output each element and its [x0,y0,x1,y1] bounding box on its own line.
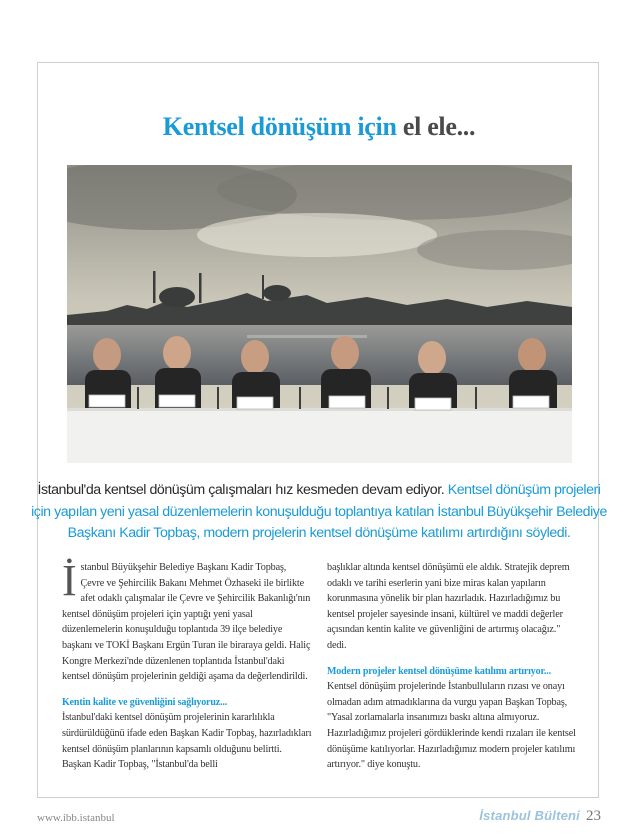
left-subheading: Kentin kalite ve güvenliğini sağlıyoruz... [62,696,228,708]
headline-blue: Kentsel dönüşüm için [162,112,397,141]
left-paragraph-1 [62,556,312,685]
right-column [327,560,577,773]
right-paragraph-1: başlıklar altında kentsel dönüşümü ele aldık. Stratejik deprem odaklı ve tarihi eserlerin yani bize miras kalan yapıların korunmasına yönelik bir plan hazırladık. Hazırladığımız bu kentsel projeler sayesinde insani, kültürel ve maddi değerler açısından kentin kalite ve güvenliğini de artırmış olacağız." dedi. [327,562,570,651]
lead-blue-text: Kentsel dönüşüm projeleri için yapılan yeni yasal düzenlemelerin konuşulduğu toplantıya katılan İstanbul Büyükşehir Belediye Başkanı Kadir Topbaş, modern projelerin kentsel dönüşüme katılımı artırdığını söyledi. [31,482,607,541]
article-headline [0,112,638,142]
left-column [62,556,312,773]
press-conference-photo [67,165,572,463]
page-number: 23 [586,808,601,824]
right-subheading: Modern projeler kentsel dönüşüme katılımı artırıyor... [327,665,551,677]
headline-grey: el ele... [402,112,476,141]
lead-paragraph [30,480,608,545]
press-conference-photo-icon [67,165,572,463]
footer-url: www.ibb.istanbul [37,812,115,824]
footer-publication [479,808,601,825]
left-paragraph-1-text: stanbul Büyükşehir Belediye Başkanı Kadir Topbaş, Çevre ve Şehircilik Bakanı Mehmet Özhaseki ile birlikte afet odaklı çalışmalar ile Çevre ve Şehircilik Bakanlığı'nın kentsel dönüşüm projeleri için yaptığı yeni yasal düzenlemelerin konuşulduğu toplantıda 39 ilçe belediye başkanı ve TOKİ Başkanı Ergün Turan ile biraraya geldi. Haliç Kongre Merkezi'nde düzenlenen toplantıda İstanbul'daki kentsel dönüşüm projelerinin geldiği aşama da değerlendirildi. [62,562,311,683]
left-paragraph-2: İstanbul'daki kentsel dönüşüm projelerinin kararlılıkla sürdürüldüğünü ifade eden Başkan Kadir Topbaş, hazırladıkları kentsel dönüşüm planlarının kapsamlı olduğunu belirtti. Başkan Kadir Topbaş, "İstanbul'da belli [62,712,312,771]
right-paragraph-2: Kentsel dönüşüm projelerinde İstanbulluların rızası ve onayı olmadan adım atmadıklarına da vurgu yapan Başkan Topbaş, "Yasal zorlamalarla insanımızı baskı altına almıyoruz. Hazırladığımız projeleri gördüklerinde kendi rızaları ile kentsel dönüşüme katılıyorlar. Hazırladığımız modern projeler katılımı artırıyor." diye konuştu. [327,681,576,771]
dropcap: İ [62,556,77,605]
publication-name: İstanbul Bülteni [479,808,580,823]
lead-dark-text: İstanbul'da kentsel dönüşüm çalışmaları hız kesmeden devam ediyor. [37,482,445,498]
